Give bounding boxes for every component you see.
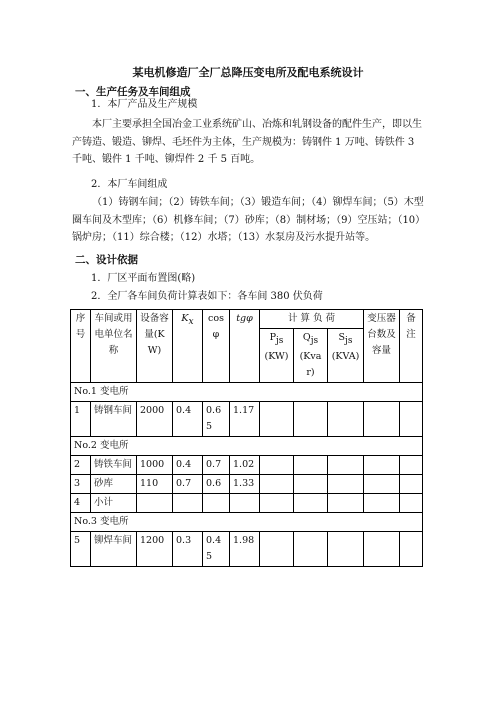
header-row	[71, 310, 423, 329]
col-transformer: 变压器台数及容量	[364, 310, 400, 383]
col-no: 序号	[71, 310, 91, 383]
section-row: No.3 变电所	[71, 512, 423, 531]
table-row: 4 小计	[71, 493, 423, 512]
section-heading-1: 一、生产任务及车间组成	[75, 86, 191, 98]
col-kx: $K_x$	[173, 310, 203, 383]
subheading-workshops: 2．本厂车间组成	[91, 179, 168, 190]
col-cos: cosφ	[203, 310, 230, 383]
col-tg: tgφ	[230, 310, 260, 383]
table-row: 1 铸钢车间 2000 0.4 0.65 1.17	[71, 401, 423, 436]
col-sjs: $S_{js}$ (KVA)	[328, 329, 364, 383]
section-row: No.2 变电所	[71, 436, 423, 455]
col-name: 车间或用电单位名称	[91, 310, 137, 383]
section-heading-2: 二、设计依据	[75, 254, 138, 266]
col-calc-load: 计 算 负 荷	[260, 310, 364, 329]
col-pjs: $P_{js}$ (KW)	[260, 329, 294, 383]
col-capacity: 设备容量(KW)	[137, 310, 173, 383]
item-load-table: 2．全厂各车间负荷计算表如下：各车间 380 伏负荷	[91, 291, 323, 302]
table-row: 2 铸铁车间 1000 0.4 0.7 1.02	[71, 455, 423, 474]
doc-title: 某电机修造厂全厂总降压变电所及配电系统设计	[132, 66, 364, 79]
subheading-products: 1．本厂产品及生产规模	[91, 99, 198, 110]
paragraph-workshops: （1）铸钢车间；（2）铸铁车间；（3）锻造车间；（4）铆焊车间；（5）木型圈车间及木型库；（6）机修车间；（7）砂库；（8）制材场；（9）空压站；（10）锅炉房；（11）综合楼；（12）水塔；（13）水泵房及污水提升站等。	[72, 197, 424, 243]
table-row: 5 铆焊车间 1200 0.3 0.45 1.98	[71, 531, 423, 566]
section-row: No.1 变电所	[71, 382, 423, 401]
col-note: 备注	[400, 310, 423, 383]
col-qjs: $Q_{js}$ (Kvar)	[294, 329, 328, 383]
paragraph-products: 本厂主要承担全国冶金工业系统矿山、冶炼和轧钢设备的配件生产，即以生产铸造、锻造、铆焊、毛坯件为主体，生产规模为：铸钢件 1 万吨、铸铁件 3 千吨、锻件 1 千吨、铆焊件 2 千 5 百吨。	[72, 119, 422, 165]
load-calculation-table	[70, 309, 423, 567]
item-site-plan: 1．厂区平面布置图(略)	[91, 273, 196, 284]
table-row: 3 砂库 110 0.7 0.6 1.33	[71, 474, 423, 493]
